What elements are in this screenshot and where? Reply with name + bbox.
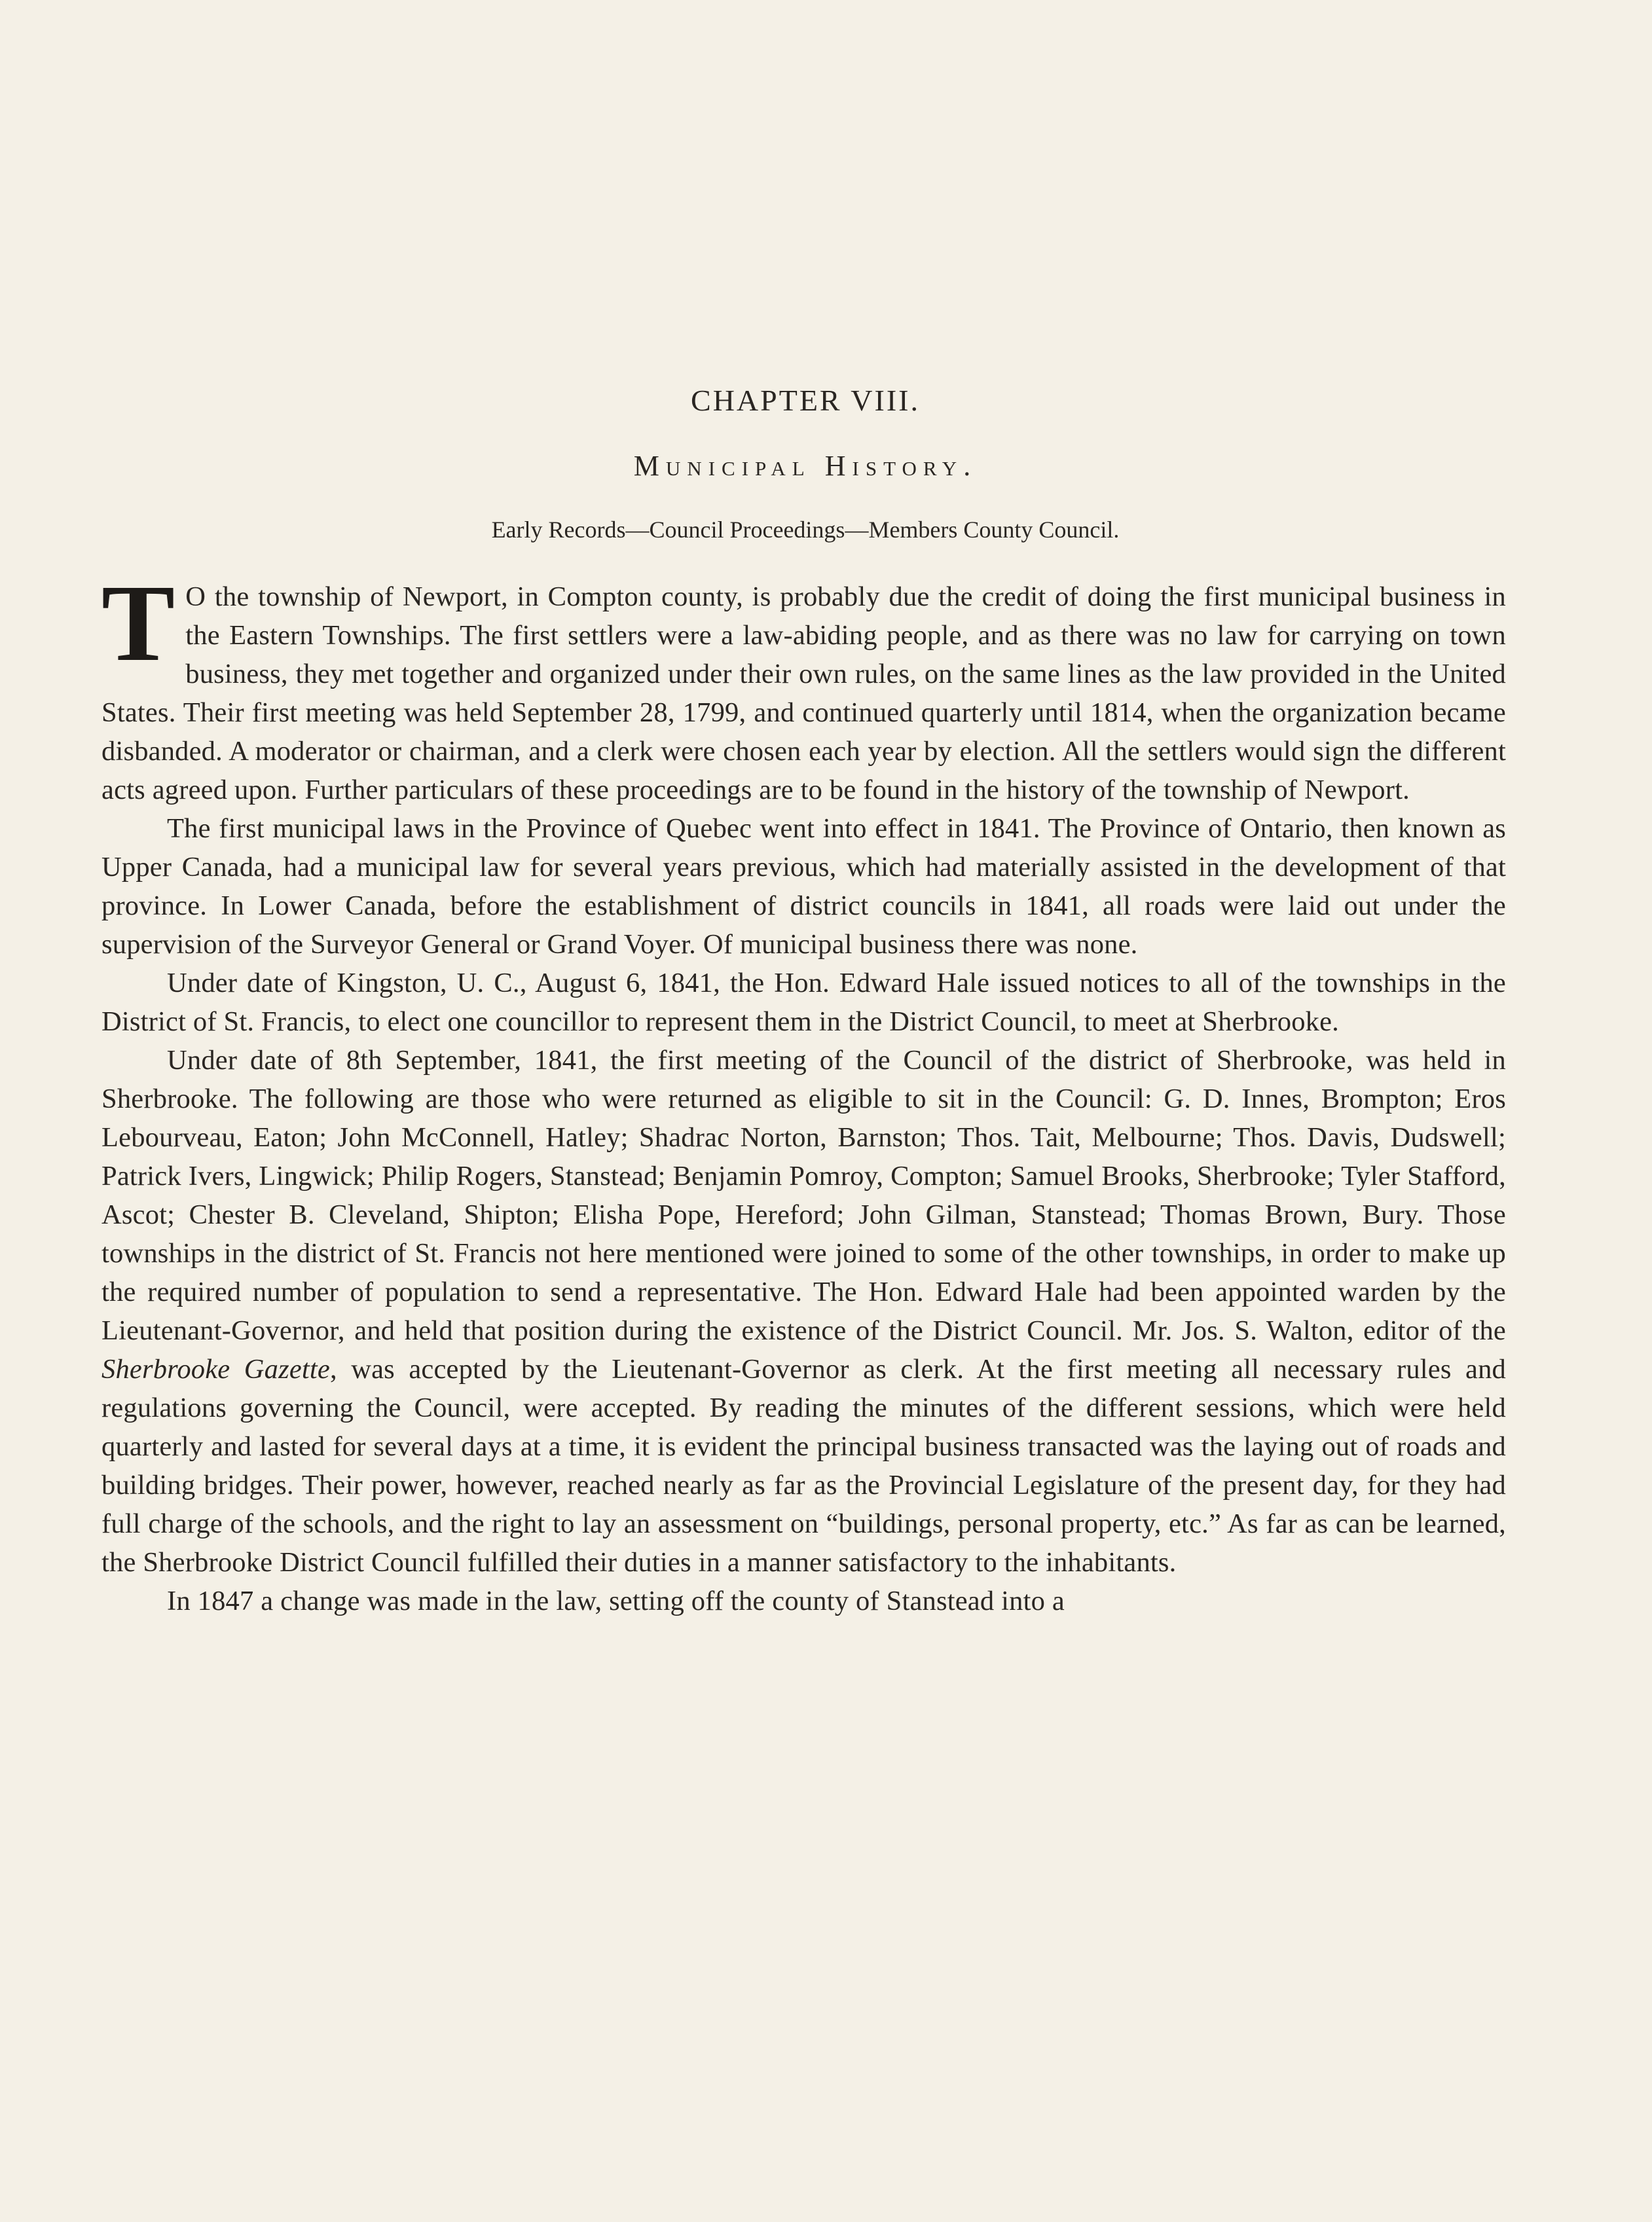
paragraph-4-text-b: , was accepted by the Lieutenant-Governor as clerk. At the first meeting all necessary rules and regulations governing the Council, were accepted. By reading the minutes of the different sessions, which were held quarterly and lasted for several days at a time, it is evident the principal business transacted was the laying out of roads and building bridges. Their power, however, reached nearly as far as the Provincial Legislature of the present day, for they had full charge of the schools, and the right to lay an assessment on “buildings, personal property, etc.” As far as can be learned, the Sherbrooke District Council fulfilled their duties in a manner satisfactory to the inhabitants. — [101, 1354, 1506, 1578]
paragraph-3: Under date of Kingston, U. C., August 6, 1841, the Hon. Edward Hale issued notices to all of the townships in the District of St. Francis, to elect one councillor to represent them in the District Council, to meet at Sherbrooke. — [101, 968, 1506, 1037]
newspaper-title: Sherbrooke Gazette — [101, 1354, 330, 1385]
drop-cap: T — [101, 562, 175, 684]
body-text — [101, 562, 1506, 1620]
chapter-title: CHAPTER VIII. — [691, 384, 920, 417]
section-title: Municipal History. — [633, 450, 978, 482]
paragraph-2: The first municipal laws in the Province of Quebec went into effect in 1841. The Province of Ontario, then known as Upper Canada, had a municipal law for several years previous, which had materially assisted in the development of that province. In Lower Canada, before the establishment of district councils in 1841, all roads were laid out under the supervision of the Surveyor General or Grand Voyer. Of municipal business there was none. — [101, 813, 1506, 960]
paragraph-5: In 1847 a change was made in the law, setting off the county of Stanstead into a — [167, 1586, 1065, 1616]
paragraph-1 — [101, 562, 1506, 809]
chapter-subtitle: Early Records—Council Proceedings—Members County Council. — [491, 517, 1120, 543]
paragraph-4-text-a: Under date of 8th September, 1841, the first meeting of the Council of the district of Sherbrooke, was held in Sherbrooke. The following are those who were returned as eligible to sit in the Council: G. D. Innes, Brompton; Eros Lebourveau, Eaton; John McConnell, Hatley; Shadrac Norton, Barnston; Thos. Tait, Melbourne; Thos. Davis, Dudswell; Patrick Ivers, Lingwick; Philip Rogers, Stanstead; Benjamin Pomroy, Compton; Samuel Brooks, Sherbrooke; Tyler Stafford, Ascot; Chester B. Cleveland, Shipton; Elisha Pope, Hereford; John Gilman, Stanstead; Thomas Brown, Bury. Those townships in the district of St. Francis not here mentioned were joined to some of the other townships, in order to make up the required number of population to send a representative. The Hon. Edward Hale had been appointed warden by the Lieutenant-Governor, and held that position during the existence of the District Council. Mr. Jos. S. Walton, editor of the — [101, 1045, 1506, 1346]
paragraph-1-text: O the township of Newport, in Compton county, is probably due the credit of doing the first municipal business in the Eastern Townships. The first settlers were a law-abiding people, and as there was no law for carrying on town business, they met together and organized under their own rules, on the same lines as the law provided in the United States. Their first meeting was held September 28, 1799, and continued quarterly until 1814, when the organization became disbanded. A moderator or chairman, and a clerk were chosen each year by election. All the settlers would sign the different acts agreed upon. Further particulars of these proceedings are to be found in the history of the township of Newport. — [101, 581, 1506, 805]
paragraph-4 — [101, 1041, 1506, 1582]
